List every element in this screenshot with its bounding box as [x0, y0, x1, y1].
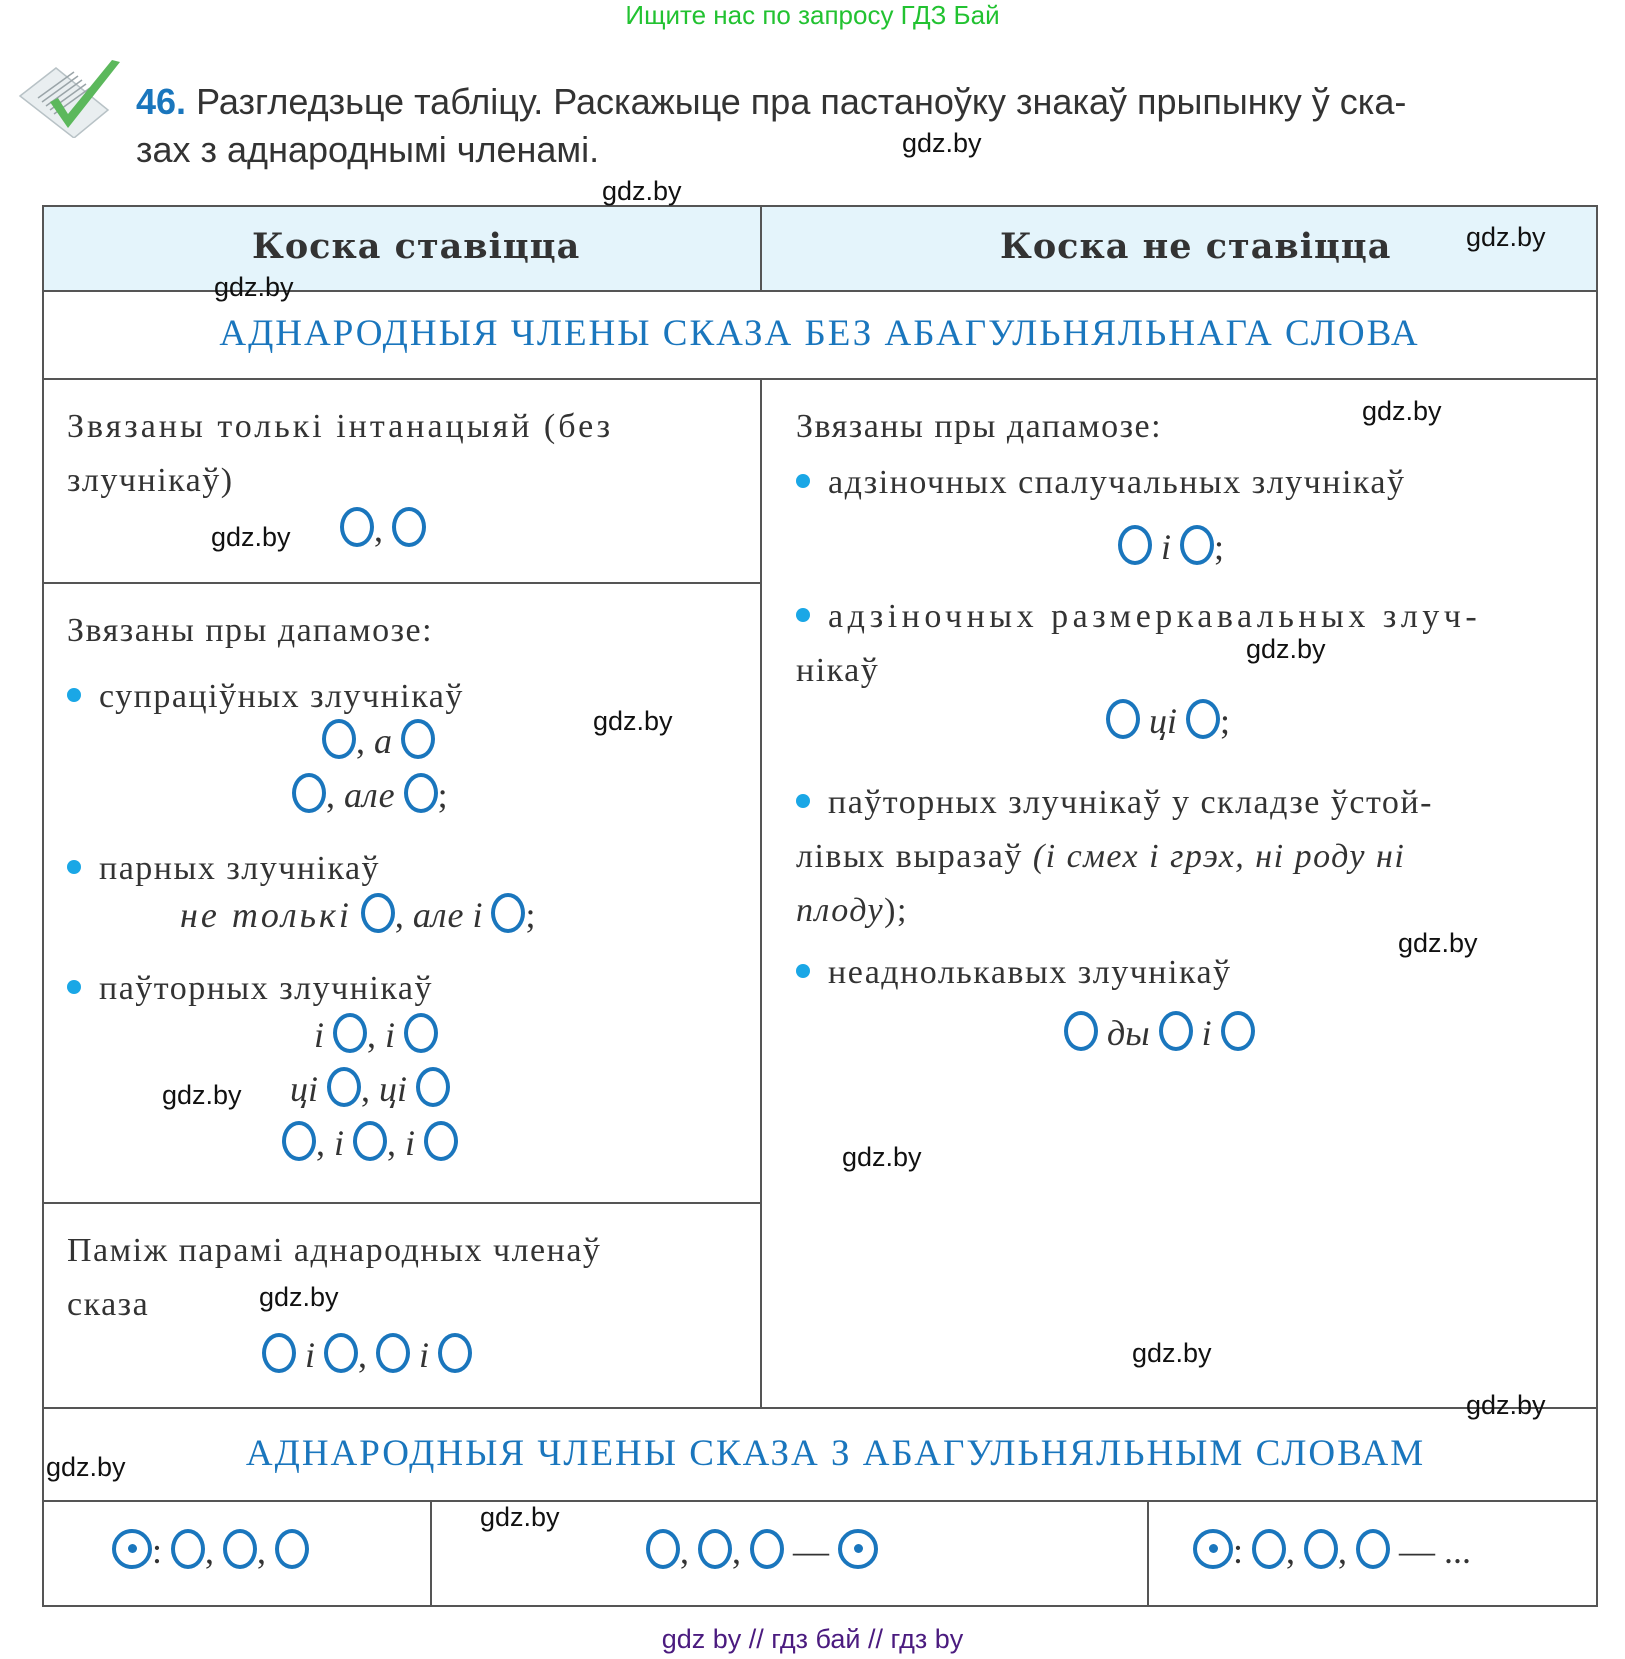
formula-general-colon-dash-continue: : , , — ...	[1193, 1530, 1471, 1575]
formula-dy-i: ды і	[1064, 1012, 1255, 1057]
bullet-icon	[796, 474, 810, 488]
member-circle-icon	[1118, 525, 1152, 565]
bullet-icon	[67, 980, 81, 994]
left-cell1-line2: злучнікаў)	[67, 462, 234, 499]
section1-title: АДНАРОДНЫЯ ЧЛЕНЫ СКАЗА БЕЗ АБАГУЛЬНЯЛЬНАГА СЛОВА	[219, 313, 1420, 354]
task-number: 46.	[136, 81, 187, 122]
section1-divider	[42, 378, 1598, 380]
left-cell1-divider	[42, 582, 761, 584]
formula-i: і ;	[1118, 526, 1224, 571]
watermark: gdz.by	[902, 128, 982, 158]
header-col-divider	[760, 205, 762, 291]
member-circle-icon	[404, 773, 438, 813]
section2-bottom-divider	[42, 1500, 1598, 1502]
formula-o-i-i: , і , і	[282, 1122, 458, 1167]
member-circle-icon	[401, 719, 435, 759]
member-circle-icon	[1106, 699, 1140, 739]
table-border-top	[42, 205, 1598, 207]
member-circle-icon	[275, 1529, 309, 1569]
member-circle-icon	[353, 1121, 387, 1161]
watermark: gdz.by	[1398, 928, 1478, 958]
member-circle-icon	[262, 1333, 296, 1373]
bullet-icon	[67, 860, 81, 874]
left-cell3-line2: сказа	[67, 1286, 150, 1323]
member-circle-icon	[324, 1333, 358, 1373]
member-circle-icon	[333, 1013, 367, 1053]
footer-links: gdz by // гдз бай // гдз by	[661, 1624, 964, 1654]
member-circle-icon	[750, 1529, 784, 1569]
table-border-bottom	[42, 1605, 1598, 1607]
member-circle-icon	[491, 893, 525, 933]
member-circle-icon	[1304, 1529, 1338, 1569]
bottom-col-divider-2	[1147, 1500, 1149, 1606]
formula-pairs: і , і	[262, 1334, 472, 1379]
watermark: gdz.by	[259, 1282, 339, 1312]
member-circle-icon	[282, 1121, 316, 1161]
left-cell2-heading: Звязаны пры дапамозе:	[67, 612, 434, 649]
member-circle-icon	[1356, 1529, 1390, 1569]
task-instruction	[136, 78, 1596, 174]
watermark: gdz.by	[602, 176, 682, 206]
watermark: gdz.by	[162, 1080, 242, 1110]
header-comma-used: Коска ставіцца	[252, 226, 581, 267]
member-circle-icon	[1159, 1011, 1193, 1051]
watermark: gdz.by	[214, 272, 294, 302]
member-circle-icon	[1186, 699, 1220, 739]
watermark: gdz.by	[1246, 634, 1326, 664]
left-cell3-text	[67, 1224, 747, 1332]
bullet-icon	[796, 964, 810, 978]
section2-top-divider	[42, 1407, 1598, 1409]
member-circle-icon	[292, 773, 326, 813]
member-circle-icon	[1221, 1011, 1255, 1051]
member-circle-icon	[376, 1333, 410, 1373]
bottom-col-divider-1	[430, 1500, 432, 1606]
formula-ale: , але ;	[292, 774, 448, 819]
formula-general-word-colon: : , ,	[112, 1530, 309, 1575]
general-word-circle-icon	[112, 1529, 152, 1569]
member-circle-icon	[424, 1121, 458, 1161]
left-cell1-text	[67, 400, 747, 508]
member-circle-icon	[361, 893, 395, 933]
bullet-repeated: паўторных злучнікаў	[67, 962, 433, 1016]
member-circle-icon	[646, 1529, 680, 1569]
member-circle-icon	[1064, 1011, 1098, 1051]
watermark: gdz.by	[1466, 222, 1546, 252]
bullet-paired: парных злучнікаў	[67, 842, 380, 896]
task-text-line2: зах з аднароднымі членамі.	[136, 129, 600, 170]
formula-members-dash-general: , , —	[646, 1530, 878, 1575]
member-circle-icon	[340, 507, 374, 547]
bullet-icon	[796, 608, 810, 622]
member-circle-icon	[223, 1529, 257, 1569]
section2-title: АДНАРОДНЫЯ ЧЛЕНЫ СКАЗА З АБАГУЛЬНЯЛЬНЫМ СЛОВАМ	[245, 1433, 1426, 1474]
bullet-icon	[67, 688, 81, 702]
watermark: gdz.by	[1466, 1390, 1546, 1420]
right-heading: Звязаны пры дапамозе:	[796, 408, 1163, 445]
watermark: gdz.by	[211, 522, 291, 552]
member-circle-icon	[404, 1013, 438, 1053]
bullet-single-disjunctive: адзіночных размеркавальных злуч- нікаў	[796, 598, 1482, 689]
task-text-line1: Разгледзьце табліцу. Раскажыце пра пастаноўку знакаў прыпынку ў ска-	[196, 81, 1407, 122]
table-border-right	[1596, 205, 1598, 1607]
bullet-icon	[796, 794, 810, 808]
bullet-different: неаднолькавых злучнікаў	[796, 946, 1232, 1000]
bullet-repeated-idioms: паўторных злучнікаў у складзе ўстой- лівых выразаў (і смех і грэх, ні роду ні плоду);	[796, 784, 1433, 929]
watermark: gdz.by	[842, 1142, 922, 1172]
member-circle-icon	[327, 1067, 361, 1107]
table-border-left	[42, 205, 44, 1607]
watermark: gdz.by	[1132, 1338, 1212, 1368]
main-col-divider	[760, 378, 762, 1408]
watermark: gdz.by	[1362, 396, 1442, 426]
watermark: gdz.by	[46, 1452, 126, 1482]
member-circle-icon	[322, 719, 356, 759]
formula-a: , а	[322, 720, 435, 765]
top-banner: Ищите нас по запросу ГДЗ Бай	[625, 0, 1000, 30]
formula-ci-ci: ці , ці	[290, 1068, 450, 1113]
bullet-single-conjunctive: адзіночных спалучальных злучнікаў	[796, 456, 1406, 510]
formula-intonation: ,	[340, 508, 426, 553]
member-circle-icon	[1180, 525, 1214, 565]
member-circle-icon	[438, 1333, 472, 1373]
header-comma-not-used: Коска не ставіцца	[1000, 226, 1392, 267]
bullet-adversative: супраціўных злучнікаў	[67, 670, 464, 724]
member-circle-icon	[171, 1529, 205, 1569]
formula-ci: ці ;	[1106, 700, 1230, 745]
watermark: gdz.by	[480, 1502, 560, 1532]
watermark: gdz.by	[593, 706, 673, 736]
formula-i-i: і , і	[314, 1014, 438, 1059]
member-circle-icon	[698, 1529, 732, 1569]
checkmark-document-icon	[16, 58, 128, 138]
left-cell3-line1: Паміж парамі аднародных членаў	[67, 1232, 602, 1269]
left-cell1-line1: Звязаны толькі інтанацыяй (без	[67, 408, 614, 445]
left-cell2-divider	[42, 1202, 761, 1204]
formula-ne-tolki: не толькі , але і ;	[180, 894, 535, 939]
general-word-circle-icon	[838, 1529, 878, 1569]
general-word-circle-icon	[1193, 1529, 1233, 1569]
member-circle-icon	[1252, 1529, 1286, 1569]
member-circle-icon	[416, 1067, 450, 1107]
member-circle-icon	[392, 507, 426, 547]
